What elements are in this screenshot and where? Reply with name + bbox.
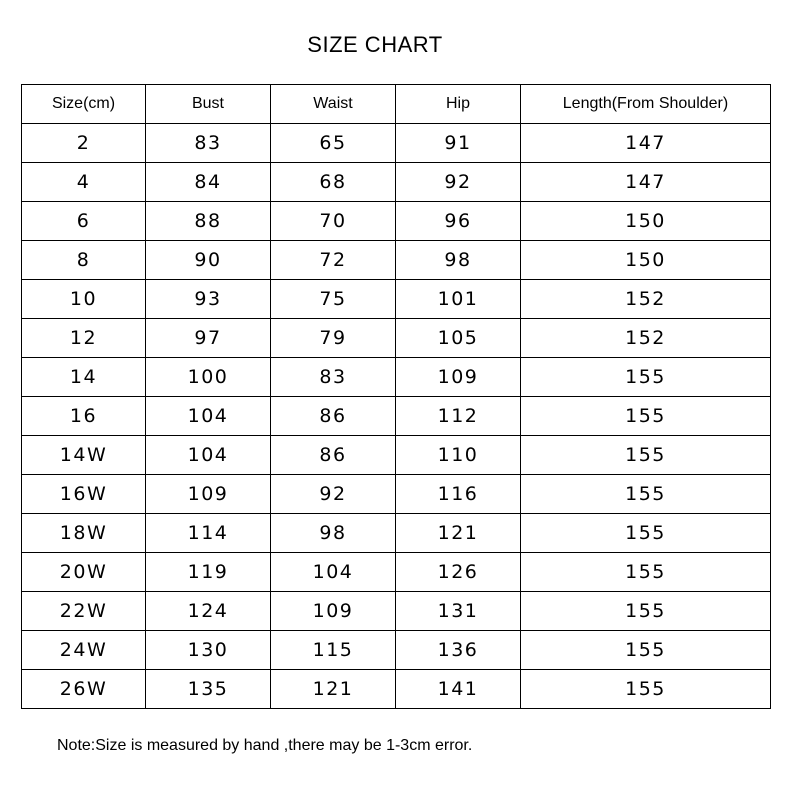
cell-hip: 121	[396, 514, 521, 553]
table-row	[22, 280, 771, 319]
cell-bust: 109	[146, 475, 271, 514]
cell-hip: 105	[396, 319, 521, 358]
cell-waist: 72	[271, 241, 396, 280]
cell-size: 14W	[22, 436, 146, 475]
table-row	[22, 592, 771, 631]
cell-size: 12	[22, 319, 146, 358]
cell-waist: 121	[271, 670, 396, 709]
cell-size: 18W	[22, 514, 146, 553]
cell-hip: 92	[396, 163, 521, 202]
cell-hip: 110	[396, 436, 521, 475]
cell-size: 24W	[22, 631, 146, 670]
table-row	[22, 670, 771, 709]
cell-size: 20W	[22, 553, 146, 592]
table-row	[22, 553, 771, 592]
cell-length: 150	[521, 202, 771, 241]
cell-bust: 104	[146, 397, 271, 436]
table-row	[22, 202, 771, 241]
cell-hip: 112	[396, 397, 521, 436]
cell-size: 16	[22, 397, 146, 436]
cell-hip: 141	[396, 670, 521, 709]
table-row	[22, 358, 771, 397]
cell-bust: 119	[146, 553, 271, 592]
table-row	[22, 397, 771, 436]
cell-bust: 135	[146, 670, 271, 709]
cell-hip: 101	[396, 280, 521, 319]
table-row	[22, 475, 771, 514]
cell-size: 22W	[22, 592, 146, 631]
cell-hip: 116	[396, 475, 521, 514]
cell-length: 152	[521, 280, 771, 319]
table-header-row	[22, 85, 771, 124]
header-bust: Bust	[146, 85, 271, 124]
table-row	[22, 514, 771, 553]
cell-bust: 83	[146, 124, 271, 163]
cell-hip: 131	[396, 592, 521, 631]
cell-bust: 124	[146, 592, 271, 631]
table-row	[22, 436, 771, 475]
cell-length: 152	[521, 319, 771, 358]
cell-hip: 91	[396, 124, 521, 163]
cell-bust: 84	[146, 163, 271, 202]
cell-bust: 90	[146, 241, 271, 280]
cell-hip: 126	[396, 553, 521, 592]
header-waist: Waist	[271, 85, 396, 124]
cell-bust: 100	[146, 358, 271, 397]
cell-hip: 96	[396, 202, 521, 241]
header-size: Size(cm)	[22, 85, 146, 124]
cell-length: 155	[521, 436, 771, 475]
cell-length: 155	[521, 514, 771, 553]
cell-waist: 86	[271, 436, 396, 475]
cell-bust: 114	[146, 514, 271, 553]
size-chart-table	[21, 84, 771, 709]
table-row	[22, 163, 771, 202]
cell-size: 4	[22, 163, 146, 202]
cell-size: 26W	[22, 670, 146, 709]
table-body	[22, 124, 771, 709]
cell-length: 147	[521, 163, 771, 202]
cell-waist: 92	[271, 475, 396, 514]
cell-bust: 104	[146, 436, 271, 475]
cell-waist: 115	[271, 631, 396, 670]
cell-size: 2	[22, 124, 146, 163]
cell-length: 147	[521, 124, 771, 163]
cell-hip: 136	[396, 631, 521, 670]
cell-waist: 68	[271, 163, 396, 202]
cell-size: 10	[22, 280, 146, 319]
cell-bust: 88	[146, 202, 271, 241]
cell-waist: 104	[271, 553, 396, 592]
cell-waist: 109	[271, 592, 396, 631]
cell-size: 14	[22, 358, 146, 397]
cell-waist: 86	[271, 397, 396, 436]
cell-length: 155	[521, 358, 771, 397]
table-row	[22, 124, 771, 163]
cell-size: 16W	[22, 475, 146, 514]
cell-waist: 65	[271, 124, 396, 163]
cell-length: 150	[521, 241, 771, 280]
table-row	[22, 241, 771, 280]
cell-hip: 109	[396, 358, 521, 397]
cell-waist: 75	[271, 280, 396, 319]
cell-hip: 98	[396, 241, 521, 280]
table-row	[22, 631, 771, 670]
cell-length: 155	[521, 592, 771, 631]
header-length: Length(From Shoulder)	[521, 85, 771, 124]
cell-bust: 93	[146, 280, 271, 319]
cell-length: 155	[521, 475, 771, 514]
cell-length: 155	[521, 631, 771, 670]
page-title: SIZE CHART	[307, 32, 443, 57]
cell-length: 155	[521, 397, 771, 436]
table-row	[22, 319, 771, 358]
cell-length: 155	[521, 670, 771, 709]
cell-waist: 79	[271, 319, 396, 358]
cell-bust: 97	[146, 319, 271, 358]
cell-waist: 83	[271, 358, 396, 397]
cell-size: 8	[22, 241, 146, 280]
cell-length: 155	[521, 553, 771, 592]
measurement-note: Note:Size is measured by hand ,there may be 1-3cm error.	[57, 737, 473, 754]
cell-bust: 130	[146, 631, 271, 670]
cell-waist: 98	[271, 514, 396, 553]
cell-size: 6	[22, 202, 146, 241]
header-hip: Hip	[396, 85, 521, 124]
cell-waist: 70	[271, 202, 396, 241]
